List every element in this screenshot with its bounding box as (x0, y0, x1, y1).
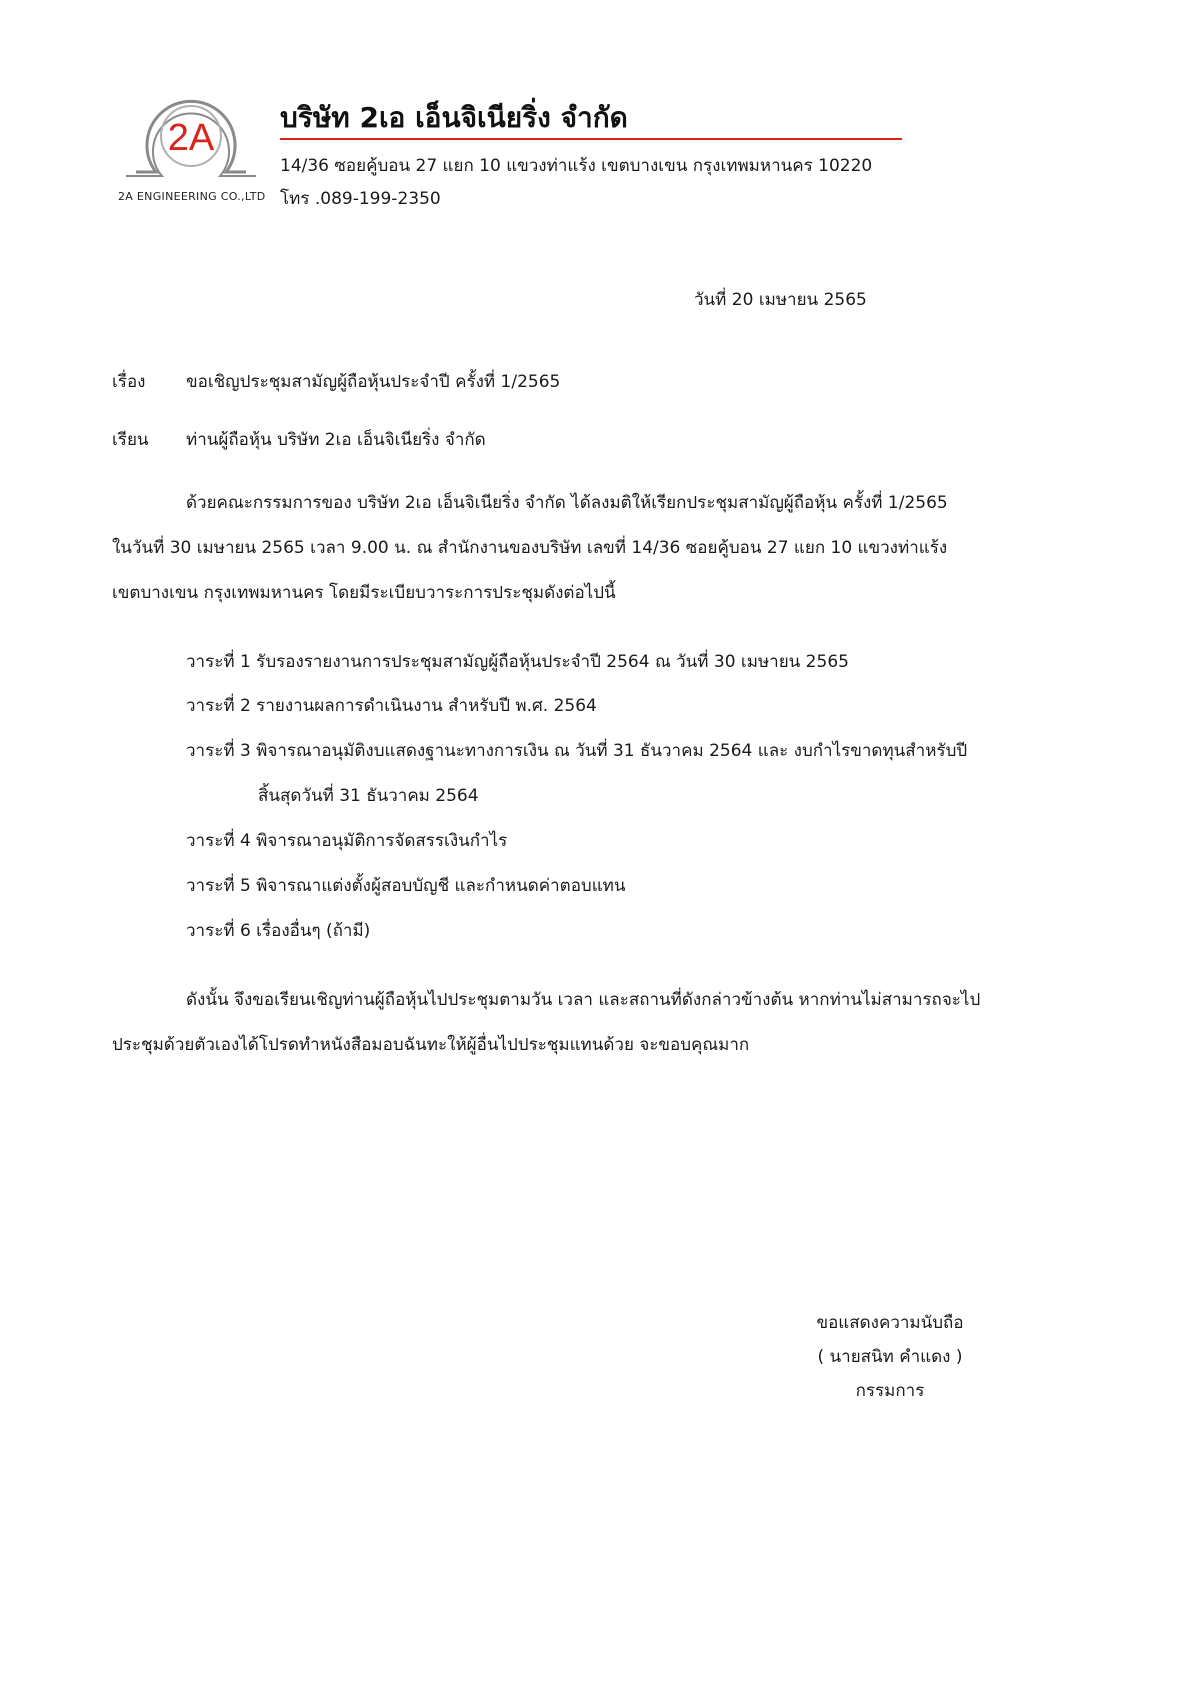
logo-caption: 2A ENGINEERING CO.,LTD (118, 190, 266, 203)
signer-title: กรรมการ (855, 1381, 925, 1401)
intro-line: ด้วยคณะกรรมการของ บริษัท 2เอ เอ็นจิเนียริ่ง จำกัด ได้ลงมติให้เรียกประชุมสามัญผู้ถือหุ้น ครั้งที่ 1/2565 (186, 493, 948, 513)
company-phone: โทร .089-199-2350 (280, 189, 441, 209)
company-logo (116, 84, 266, 184)
header-divider (280, 138, 902, 140)
company-name: บริษัท 2เอ เอ็นจิเนียริ่ง จำกัด (280, 101, 628, 134)
signer-name: ( นายสนิท คำแดง ) (817, 1347, 963, 1367)
to-label: เรียน (112, 430, 149, 450)
agenda-item-3-continued: สิ้นสุดวันที่ 31 ธันวาคม 2564 (258, 786, 479, 806)
logo-text: 2A (167, 117, 215, 159)
agenda-item-4: วาระที่ 4 พิจารณาอนุมัติการจัดสรรเงินกำไร (186, 831, 508, 851)
intro-line: ในวันที่ 30 เมษายน 2565 เวลา 9.00 น. ณ สำนักงานของบริษัท เลขที่ 14/36 ซอยคู้บอน 27 แยก 10 แขวงท่าแร้ง (112, 538, 948, 558)
letter-date: วันที่ 20 เมษายน 2565 (694, 290, 867, 310)
agenda-item-2: วาระที่ 2 รายงานผลการดำเนินงาน สำหรับปี พ.ศ. 2564 (186, 696, 597, 716)
agenda-item-5: วาระที่ 5 พิจารณาแต่งตั้งผู้สอบบัญชี และกำหนดค่าตอบแทน (186, 876, 626, 896)
company-address: 14/36 ซอยคู้บอน 27 แยก 10 แขวงท่าแร้ง เขตบางเขน กรุงเทพมหานคร 10220 (280, 156, 873, 176)
subject-label: เรื่อง (112, 372, 146, 392)
closing-line: ประชุมด้วยตัวเองได้โปรดทำหนังสือมอบฉันทะให้ผู้อื่นไปประชุมแทนด้วย จะขอบคุณมาก (112, 1035, 750, 1055)
intro-line: เขตบางเขน กรุงเทพมหานคร โดยมีระเบียบวาระการประชุมดังต่อไปนี้ (112, 583, 616, 603)
to-text: ท่านผู้ถือหุ้น บริษัท 2เอ เอ็นจิเนียริ่ง จำกัด (186, 430, 486, 450)
omega-logo-icon (116, 84, 266, 184)
agenda-item-3: วาระที่ 3 พิจารณาอนุมัติงบแสดงฐานะทางการเงิน ณ วันที่ 31 ธันวาคม 2564 และ งบกำไรขาดทุนสำหรับปี (186, 741, 968, 761)
subject-text: ขอเชิญประชุมสามัญผู้ถือหุ้นประจำปี ครั้งที่ 1/2565 (186, 372, 561, 392)
closing-line: ดังนั้น จึงขอเรียนเชิญท่านผู้ถือหุ้นไปประชุมตามวัน เวลา และสถานที่ดังกล่าวข้างต้น หากท่านไม่สามารถจะไป (186, 990, 981, 1010)
agenda-item-1: วาระที่ 1 รับรองรายงานการประชุมสามัญผู้ถือหุ้นประจำปี 2564 ณ วันที่ 30 เมษายน 2565 (186, 652, 849, 672)
agenda-item-6: วาระที่ 6 เรื่องอื่นๆ (ถ้ามี) (186, 921, 371, 941)
signoff: ขอแสดงความนับถือ (816, 1313, 964, 1333)
